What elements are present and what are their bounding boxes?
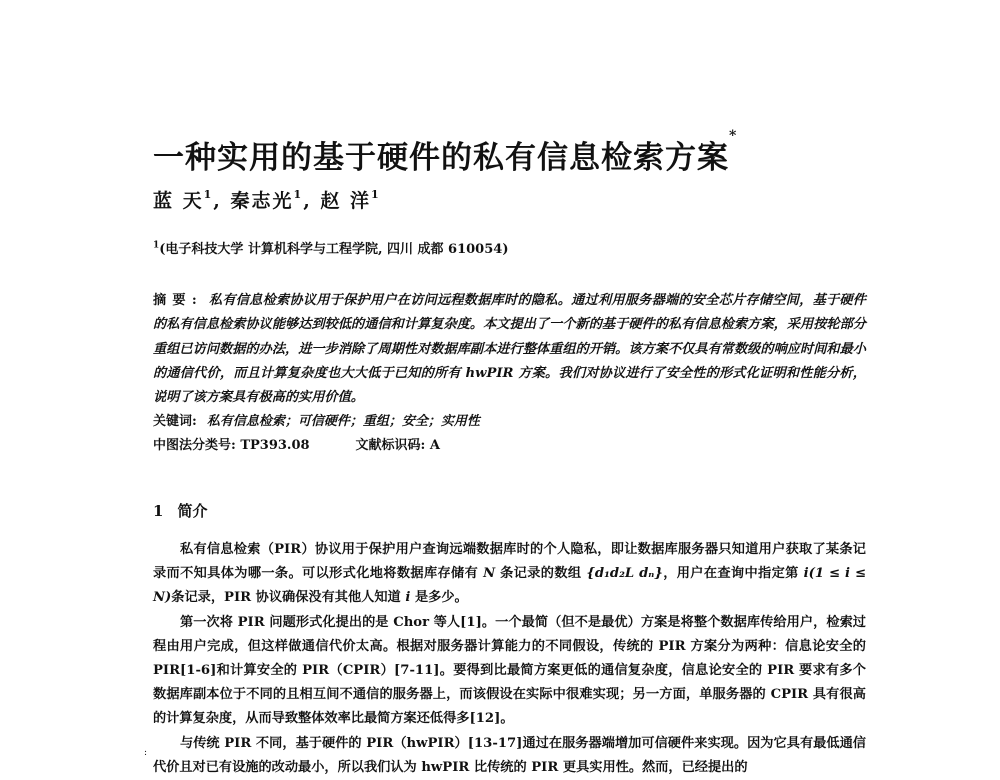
paragraph: 私有信息检索（PIR）协议用于保护用户查询远端数据库时的个人隐私，即让数据库服务器只知道用户获取了某条记录而不知具体为哪一条。可以形式化地将数据库存储有 N 条记录的数组 {d₁d₂L dₙ}，用户在查询中指定第 i(1 ≤ i ≤ N)条记录，PIR 协议确保没有其他人知道 i 是多少。 [153,542,867,606]
author-separator: , [303,190,321,212]
body-text [153,538,866,780]
clc-label: 中图法分类号: [153,438,236,453]
paragraph: 第一次将 PIR 问题形式化提出的是 Chor 等人[1]。一个最简（但不是最优）方案是将整个数据库传给用户，检索过程由用户完成，但这样做通信代价太高。根据对服务器计算能力的不同假设，传统的 PIR 方案分为两种：信息论安全的 PIR[1-6]和计算安全的 PIR（CPIR）[7-11]。要得到比最简方案更低的通信复杂度，信息论安全的 PIR 要求有多个数据库副本位于不同的且相互间不通信的服务器上，而该假设在实际中很难实现；另一方面，单服务器的 CPIR 具有很高的计算复杂度，从而导致整体效率比最简方案还低得多[12]。 [153,614,866,727]
section-title: 简介 [177,502,208,520]
author-affiliation-mark: 1 [293,187,304,201]
keywords [153,410,480,429]
abstract-text: 私有信息检索协议用于保护用户在访问远程数据库时的隐私。通过利用服务器端的安全芯片存储空间，基于硬件的私有信息检索协议能够达到较低的通信和计算复杂度。本文提出了一个新的基于硬件的私有信息检索方案，采用按轮部分重组已访问数据的办法，进一步消除了周期性对数据库副本进行整体重组的开销。该方案不仅具有常数级的响应时间和最小的通信代价，而且计算复杂度也大大低于已知的所有 hwPIR 方案。我们对协议进行了安全性的形式化证明和性能分析，说明了该方案具有极高的实用价值。 [153,293,866,406]
title-footnote-mark: * [729,128,738,144]
author-name: 秦志光 [230,190,294,212]
doc-code-value: A [429,438,440,453]
doc-code-label: 文献标识码: [355,438,426,453]
section-number: 1 [153,502,164,520]
author-name: 蓝 天 [153,190,204,212]
keywords-label: 关键词: [153,414,197,429]
section-heading [153,500,207,521]
paragraph: 与传统 PIR 不同，基于硬件的 PIR（hwPIR）[13-17]通过在服务器端增加可信硬件来实现。因为它具有最低通信代价且对已有设施的改动最小，所以我们认为 hwPIR 比传统的 PIR 更具实用性。然而，已经提出的 [153,735,866,775]
paper-title: 一种实用的基于硬件的私有信息检索方案* [153,128,738,176]
abstract-label: 摘要: [153,293,203,308]
author-affiliation-mark: 1 [371,187,381,201]
abstract [153,289,866,410]
keywords-text: 私有信息检索；可信硬件；重组；安全；实用性 [206,414,480,429]
classification-line [153,434,440,453]
author-name: 赵 洋 [320,190,372,212]
author-list [153,186,381,213]
clc-value: TP393.08 [240,438,310,453]
author-separator: , [213,190,231,212]
affiliation: $^1$(电子科技大学 计算机科学与工程学院, 四川 成都 610054) [153,240,509,257]
author-affiliation-mark: 1 [203,187,214,201]
margin-mark: : [144,748,148,758]
